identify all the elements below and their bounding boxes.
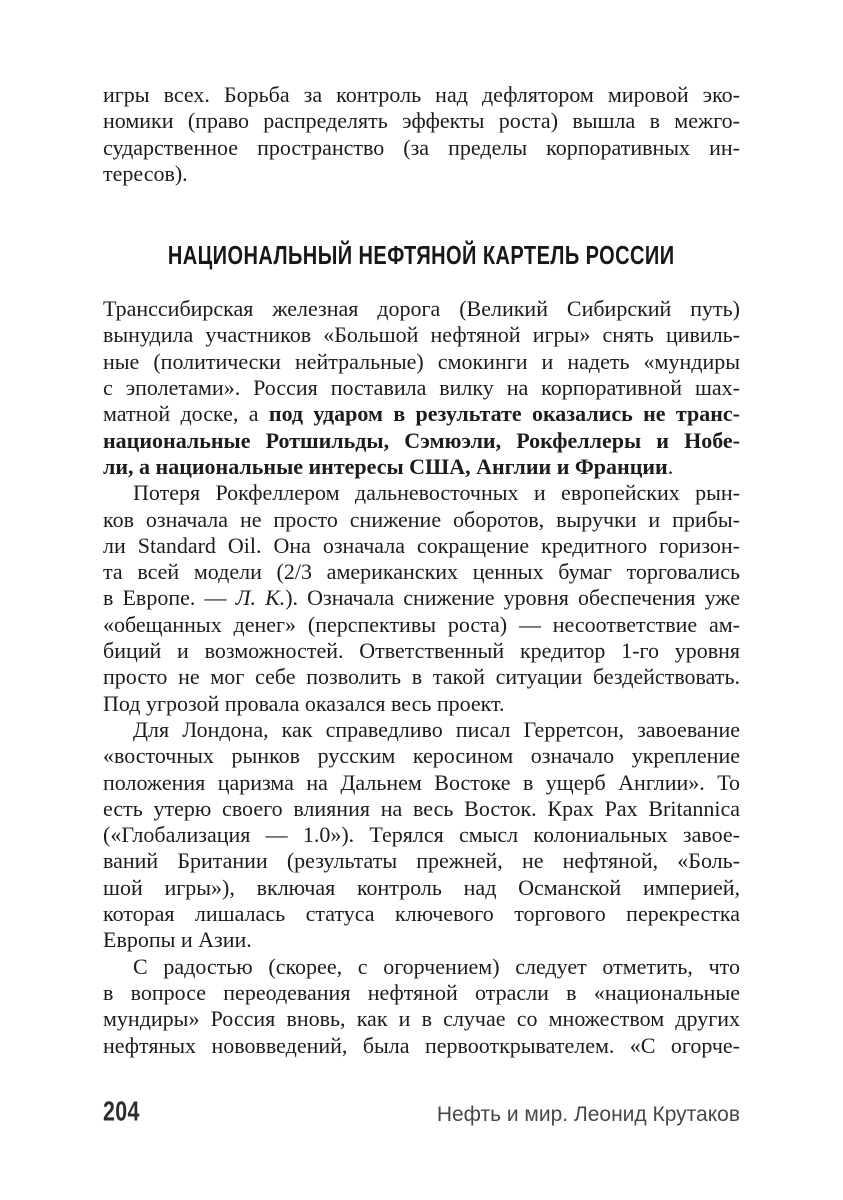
text-line xyxy=(103,638,740,664)
text-line xyxy=(103,901,740,927)
text-run: шой игры»), включая контроль над Османской империей, xyxy=(103,874,740,900)
text-run: Транссибирская железная дорога (Великий Сибирский путь) xyxy=(103,296,740,322)
text-run: просто не мог себе позволить в такой ситуации бездействовать. xyxy=(103,664,740,690)
text-line xyxy=(103,322,740,348)
text-line xyxy=(103,664,740,690)
text-run: сударственное пространство (за пределы корпоративных ин- xyxy=(103,134,740,160)
text-run: мундиры» Россия вновь, как и в случае со множеством других xyxy=(103,1006,740,1032)
text-line xyxy=(103,980,740,1006)
text-run: положения царизма на Дальнем Востоке в ущерб Англии». То xyxy=(103,769,740,795)
text-run: номики (право распределять эффекты роста) вышла в межго- xyxy=(103,108,740,134)
text-run: в вопросе переодевания нефтяной отрасли в «национальные xyxy=(103,979,740,1005)
text-run: есть утерю своего влияния на весь Восток. Крах Pax Britannica xyxy=(103,795,740,821)
text-run: Потеря Рокфеллером дальневосточных и европейских рын- xyxy=(133,480,740,506)
text-line xyxy=(103,954,740,980)
text-run: та всей модели (2/3 американских ценных бумаг торговались xyxy=(103,559,740,585)
text-line xyxy=(103,848,740,874)
text-line xyxy=(103,612,740,638)
text-line xyxy=(103,480,740,506)
text-line xyxy=(103,770,740,796)
text-line xyxy=(103,454,740,480)
paragraph xyxy=(103,480,740,717)
text-line xyxy=(103,507,740,533)
text-line xyxy=(103,822,740,848)
text-line xyxy=(103,82,740,108)
page-footer xyxy=(103,1094,740,1128)
text-run: с эполетами». Россия поставила вилку на корпоративной шах- xyxy=(103,375,740,401)
text-line xyxy=(103,1033,740,1059)
text-run: биций и возможностей. Ответственный кредитор 1-го уровня xyxy=(103,638,740,664)
text-run: ). Означала снижение уровня обеспечения уже xyxy=(285,585,740,611)
text-line xyxy=(103,796,740,822)
paragraph xyxy=(103,717,740,954)
page-number xyxy=(103,1094,148,1128)
italic-text-run: Л. К. xyxy=(235,585,286,611)
text-run: матной доске, а xyxy=(103,401,269,427)
page-number-text: 204 xyxy=(103,1094,140,1127)
text-run: тересов). xyxy=(103,160,188,186)
text-run: игры всех. Борьба за контроль над дефлятором мировой эко- xyxy=(103,82,740,107)
text-line xyxy=(103,161,740,187)
text-run: ли Standard Oil. Она означала сокращение кредитного горизон- xyxy=(103,532,740,558)
text-line xyxy=(103,691,740,717)
text-line xyxy=(103,401,740,427)
text-run: нефтяных нововведений, была первооткрывателем. «С огорче- xyxy=(103,1032,740,1058)
text-line xyxy=(103,135,740,161)
bold-text-run: под ударом в результате оказались не транс- xyxy=(268,401,740,427)
text-line xyxy=(103,349,740,375)
text-line xyxy=(103,1006,740,1032)
text-run: Под угрозой провала оказался весь проект. xyxy=(103,690,505,716)
paragraph xyxy=(103,296,740,480)
text-run: . xyxy=(667,453,674,479)
text-run: вынудила участников «Большой нефтяной игры» снять цивиль- xyxy=(103,322,740,348)
text-run: в Европе. — xyxy=(103,585,236,611)
text-run: ные (политически нейтральные) смокинги и надеть «мундиры xyxy=(103,348,740,374)
text-run: ков означала не просто снижение оборотов, выручки и прибы- xyxy=(103,506,740,532)
text-line xyxy=(103,875,740,901)
text-line xyxy=(103,743,740,769)
section-heading-text: НАЦИОНАЛЬНЫЙ НЕФТЯНОЙ КАРТЕЛЬ РОССИИ xyxy=(168,240,675,270)
text-run: ваний Британии (результаты прежней, не нефтяной, «Боль- xyxy=(103,848,740,874)
running-title: Нефть и мир. Леонид Крутаков xyxy=(436,1103,740,1126)
text-run: «обещанных денег» (перспективы роста) — несоответствие ам- xyxy=(103,611,740,637)
text-line xyxy=(103,375,740,401)
text-line xyxy=(103,428,740,454)
text-run: («Глобализация — 1.0»). Терялся смысл колониальных завое- xyxy=(103,822,740,848)
bold-text-run: национальные Ротшильды, Сэмюэли, Рокфеллеры и Нобе- xyxy=(103,427,740,453)
section-heading xyxy=(103,239,740,271)
paragraph xyxy=(103,82,740,187)
paragraph xyxy=(103,954,740,1059)
text-run: С радостью (скорее, с огорчением) следует отметить, что xyxy=(133,953,740,979)
text-line xyxy=(103,296,740,322)
text-line xyxy=(103,927,740,953)
text-line xyxy=(103,717,740,743)
text-run: Европы и Азии. xyxy=(103,927,252,953)
bold-text-run: ли, а национальные интересы США, Англии и Франции xyxy=(103,453,668,479)
text-line xyxy=(103,108,740,134)
text-line xyxy=(103,533,740,559)
text-run: Для Лондона, как справедливо писал Герретсон, завоевание xyxy=(133,716,740,742)
text-line xyxy=(103,585,740,611)
text-line xyxy=(103,559,740,585)
text-run: «восточных рынков русским керосином означало укрепление xyxy=(103,743,740,769)
page-text-block xyxy=(103,82,740,1059)
text-run: которая лишалась статуса ключевого торгового перекрестка xyxy=(103,901,740,927)
